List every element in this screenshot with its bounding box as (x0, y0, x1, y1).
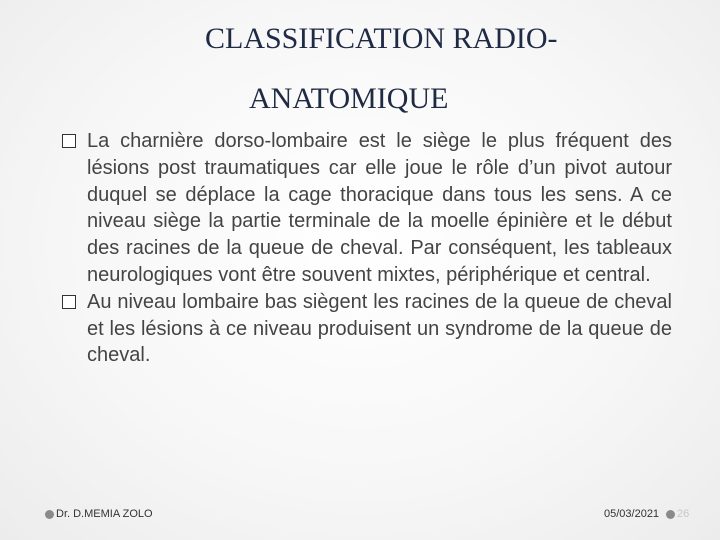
bullet-item-1 (52, 128, 672, 289)
bullet-item-2 (52, 289, 672, 369)
slide-number: 26 (677, 508, 690, 520)
slide-title-line-2: ANATOMIQUE (249, 82, 449, 115)
square-bullet-icon (62, 295, 76, 309)
square-bullet-icon (62, 134, 76, 148)
footer-date: 05/03/2021 (604, 508, 660, 520)
bullet-text-1: La charnière dorso-lombaire est le siège le plus fréquent des lésions post traumatiques car elle joue le rôle d’un pivot autour duquel se déplace la cage thoracique dans tous les sens. A ce niveau siège la partie terminale de la moelle épinière et le début des racines de la queue de cheval. Par conséquent, les tableaux neurologiques vont être souvent mixtes, périphérique et central. (87, 130, 672, 286)
footer-dot-icon (666, 510, 675, 519)
bullet-text-2: Au niveau lombaire bas siègent les racines de la queue de cheval et les lésions à ce niveau produisent un syndrome de la queue de cheval. (87, 290, 672, 367)
slide-title-line-1: CLASSIFICATION RADIO- (205, 22, 558, 55)
footer-dot-icon (45, 510, 54, 519)
footer-author: Dr. D.MEMIA ZOLO (56, 508, 153, 520)
slide-body (52, 128, 672, 369)
